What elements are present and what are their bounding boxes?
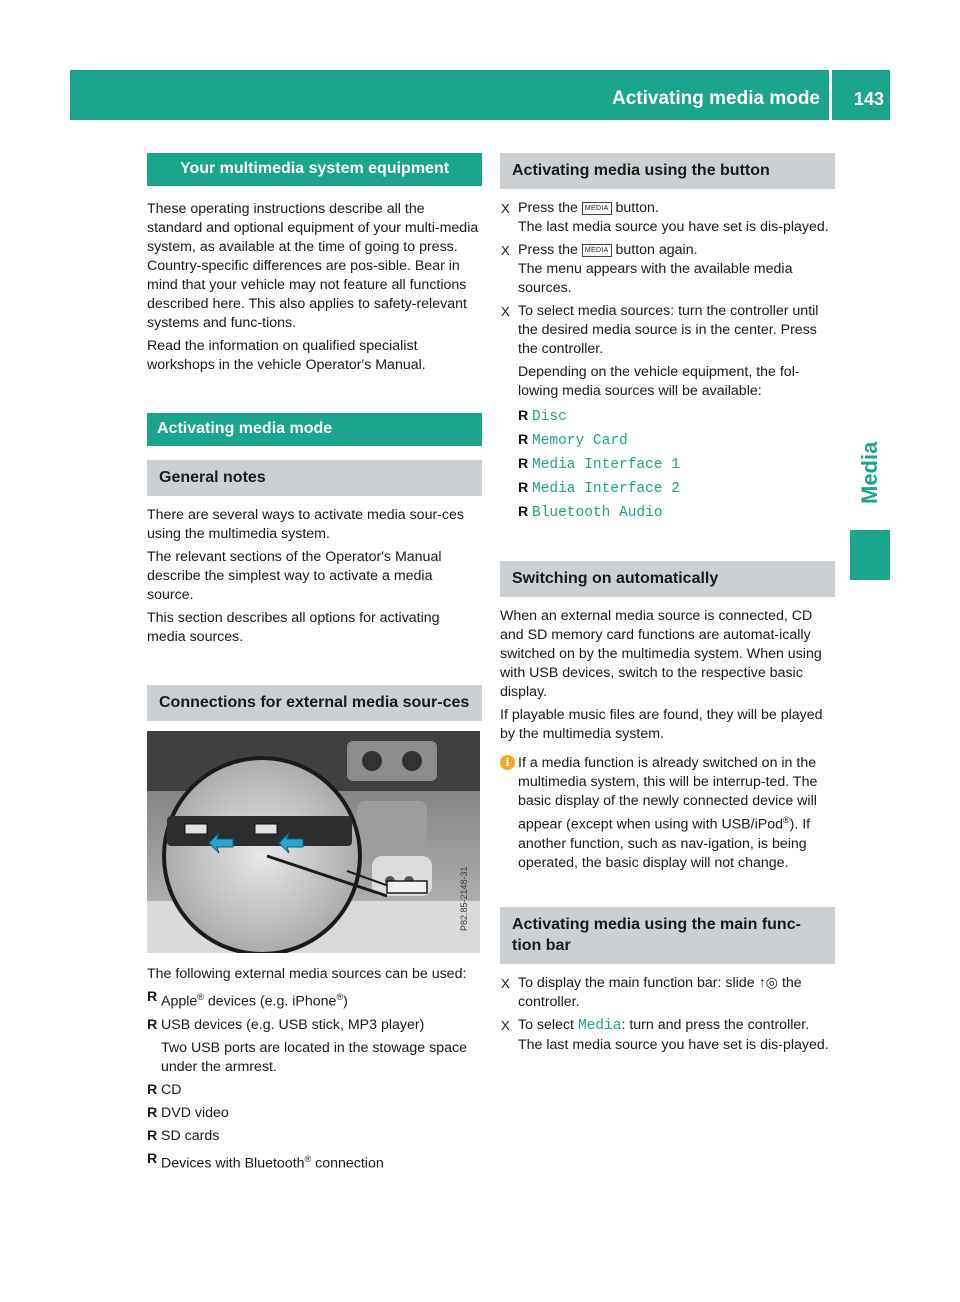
- step: X Press the MEDIA button. The last media source you have set is dis-played.: [501, 200, 829, 235]
- paragraph: The relevant sections of the Operator's Manual describe the simplest way to activate a media source.: [147, 549, 442, 603]
- info-note: i If a media function is already switched on in the multimedia system, this will be interrup-ted. The basic display of the newly connected device will appear (except when using with USB/iPod®). If another function, such as nav-igation, is being operated, the basic display will not change.: [500, 754, 835, 873]
- media-menu-link: Media: [577, 1017, 622, 1034]
- list-item: R Apple® devices (e.g. iPhone®): [147, 989, 348, 1010]
- step-arrow-icon: X: [501, 243, 510, 258]
- list-item: R DVD video: [147, 1104, 229, 1121]
- page-number: 143: [853, 89, 884, 109]
- section-heading-activating: Activating media mode: [147, 413, 482, 446]
- side-tab-marker: [850, 530, 890, 580]
- section-heading-equipment: Your multimedia system equipment: [147, 153, 482, 186]
- info-icon: i: [500, 755, 515, 770]
- paragraph: The following external media sources can be used:: [147, 966, 467, 982]
- list-item: R Disc: [518, 408, 567, 425]
- paragraph: These operating instructions describe all the standard and optional equipment of your multi-media system, as available at the time of going to press. Country-specific differences are pos-sible. Bear in mind that your vehicle may not feature all functions described here. This also applies to safety-relevant systems and func-tions.: [147, 201, 479, 331]
- paragraph: There are several ways to activate media sour-ces using the multimedia system.: [147, 507, 464, 542]
- left-column: [147, 153, 482, 1177]
- subheading-automatic: Switching on automatically: [500, 561, 835, 597]
- header-title: Activating media mode: [612, 88, 820, 109]
- paragraph: Read the information on qualified specialist workshops in the vehicle Operator's Manual.: [147, 338, 426, 373]
- subheading-button: Activating media using the button: [500, 153, 835, 189]
- step: X Press the MEDIA button again. The menu appears with the available media sources.: [501, 242, 793, 296]
- list-item: R Media Interface 2: [518, 480, 680, 497]
- step-arrow-icon: X: [501, 201, 510, 216]
- photo-code: P82.85-2148-31: [459, 866, 469, 931]
- subheading-connections: Connections for external media sour-ces: [147, 685, 482, 721]
- list-item: R Media Interface 1: [518, 456, 680, 473]
- paragraph: This section describes all options for activating media sources.: [147, 610, 440, 645]
- step-arrow-icon: X: [501, 1017, 510, 1033]
- list-item: R USB devices (e.g. USB stick, MP3 player) Two USB ports are located in the stowage space under the armrest.: [147, 1016, 467, 1075]
- subheading-main-function-bar: Activating media using the main func-tion bar: [500, 907, 835, 964]
- header-bar: [70, 70, 890, 120]
- list-item: R CD: [147, 1081, 182, 1098]
- step-arrow-icon: X: [501, 304, 510, 319]
- list-item: R Memory Card: [518, 432, 628, 449]
- step: X To select media sources: turn the controller until the desired media source is in the center. Press the controller. Depending on the vehicle equipment, the fol-lowing media sources will be available: R Disc R Memory Card R Media Interface 1 R Media Interface 2 R Bluetooth Audio: [500, 302, 835, 523]
- step: X To select Media: turn and press the controller. The last media source you have set is dis-played.: [501, 1016, 829, 1053]
- step: X To display the main function bar: slide ↑◎ the controller.: [501, 974, 802, 1010]
- controller-slide-icon: ↑◎: [758, 974, 779, 991]
- header-divider: [829, 70, 832, 120]
- media-key-icon: MEDIA: [582, 244, 612, 257]
- side-tab-media[interactable]: Media: [857, 441, 882, 504]
- subheading-general-notes: General notes: [147, 460, 482, 496]
- media-key-icon: MEDIA: [582, 202, 612, 215]
- paragraph: When an external media source is connected, CD and SD memory card functions are automat-ically switched on by the multimedia system. When using with USB devices, switch to the respective basic display.: [500, 608, 822, 700]
- list-item: R Devices with Bluetooth® connection: [147, 1150, 384, 1172]
- step-arrow-icon: X: [501, 975, 510, 991]
- list-item: R Bluetooth Audio: [518, 504, 663, 521]
- usb-ports-photo: [147, 731, 480, 953]
- external-sources-list: [147, 988, 482, 1173]
- list-item: R SD cards: [147, 1127, 220, 1144]
- media-sources-list: [518, 407, 835, 523]
- paragraph: If playable music files are found, they will be played by the multimedia system.: [500, 707, 823, 742]
- right-column: [500, 153, 835, 1059]
